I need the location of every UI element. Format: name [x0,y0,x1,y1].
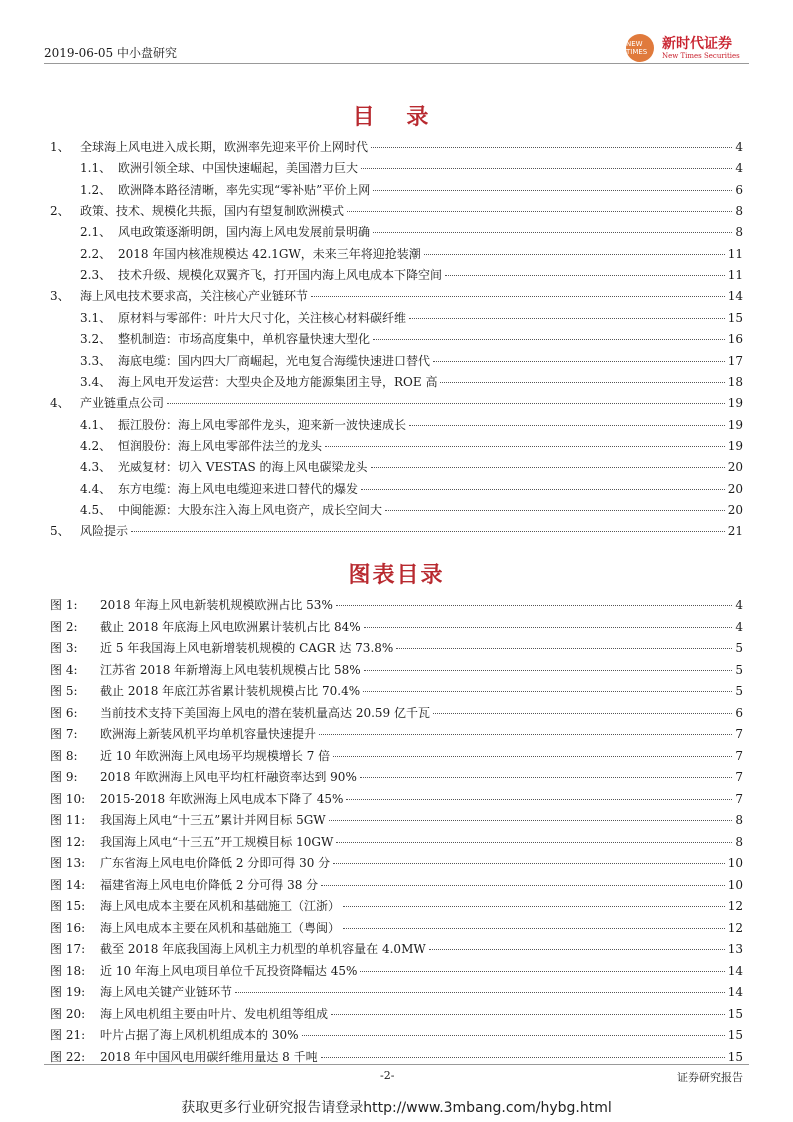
toc-entry-number: 5、 [50,524,70,539]
figure-entry[interactable] [50,833,743,851]
figure-entry-title: 我国海上风电“十三五”累计并网目标 5GW [100,813,326,827]
toc-entry-number: 1.1、 [80,161,112,176]
figure-entry[interactable] [50,768,743,786]
figure-entry-number: 图 4: [50,662,78,677]
figure-entry-number: 图 14: [50,877,86,892]
toc-entry-page: 8 [735,225,743,240]
toc-entry[interactable] [80,245,743,263]
figure-entry-title: 2018 年欧洲海上风电平均杠杆融资率达到 90% [100,770,357,784]
toc-entry-number: 1、 [50,140,70,154]
figure-entry-title: 江苏省 2018 年新增海上风电装机规模占比 58% [100,662,361,677]
toc-entry-title: 原材料与零部件：叶片大尺寸化，关注核心材料碳纤维 [118,310,407,325]
logo-chinese-name: 新时代证券 [662,36,732,52]
figure-entry-title: 我国海上风电“十三五”开工规模目标 10GW [100,834,334,849]
dot-leader [424,254,725,255]
logo-mark-icon: NEW TIMES [626,34,654,62]
dot-leader [363,691,732,692]
toc-entry-page: 20 [727,460,743,475]
figure-entry-title: 2018 年海上风电新装机规模欧洲占比 53% [100,598,333,612]
figure-entry[interactable] [50,639,743,657]
figure-entry-number: 图 10: [50,791,86,806]
figure-entry-title: 近 10 年欧洲海上风电场平均规模增长 7 倍 [100,748,331,763]
toc-entry-title: 产业链重点公司 [80,396,165,411]
dot-leader [361,489,725,490]
figures-title: 图表目录 [348,562,445,588]
footer-ad-link[interactable]: 获取更多行业研究报告请登录http://www.3mbang.com/hybg.html [181,1100,612,1116]
figure-entry[interactable] [50,919,743,937]
figure-entry[interactable] [50,962,743,980]
figure-entry-page: 7 [735,727,743,741]
figure-entry-title: 欧洲海上新装风机平均单机容量快速提升 [100,727,317,741]
figure-entry-title: 2018 年中国风电用碳纤维用量达 8 千吨 [100,1049,318,1064]
figure-entry-title: 截止 2018 年底海上风电欧洲累计装机占比 84% [100,619,361,634]
figure-entry-page: 14 [727,985,743,999]
figure-entry-title: 截至 2018 年底我国海上风机主力机型的单机容量在 4.0MW [100,942,426,956]
figure-entry-page: 15 [727,1049,743,1064]
figure-entry-page: 7 [735,748,743,763]
dot-leader [347,211,732,212]
dot-leader [361,168,732,169]
dot-leader [385,510,725,511]
figure-entry-page: 14 [727,963,743,978]
toc-entry-page: 4 [735,140,743,154]
dot-leader [364,627,733,628]
figure-entry-page: 7 [735,791,743,806]
toc-entry-page: 19 [727,438,743,453]
page-number: -2- [380,1069,395,1082]
figure-entry-number: 图 12: [50,834,86,849]
toc-entry[interactable] [80,223,743,241]
figure-entry-number: 图 8: [50,748,78,763]
toc-entry[interactable] [80,480,743,498]
dot-leader [336,605,733,606]
toc-entry-title: 欧洲引领全球、中国快速崛起，美国潜力巨大 [118,161,359,176]
toc-entry-title: 欧洲降本路径清晰，率先实现“零补贴”平价上网 [118,182,371,197]
toc-entry[interactable] [50,202,743,220]
toc-entry[interactable] [80,458,743,476]
figure-entry[interactable] [50,618,743,636]
figure-entry-page: 6 [735,705,743,720]
dot-leader [329,820,733,821]
dot-leader [333,863,725,864]
toc-entry-number: 1.2、 [80,182,112,197]
toc-entry-number: 2.3、 [80,268,112,283]
dot-leader [131,531,725,532]
figure-entry-number: 图 5: [50,684,78,698]
footer-divider [44,1064,749,1065]
toc-entry-title: 东方电缆：海上风电电缆迎来进口替代的爆发 [118,481,359,496]
figure-entry-page: 5 [735,641,743,655]
figure-entry[interactable] [50,876,743,894]
figure-entry[interactable] [50,1005,743,1023]
dot-leader [311,296,725,297]
toc-entry-title: 政策、技术、规模化共振，国内有望复制欧洲模式 [80,204,345,219]
toc-entry-page: 19 [727,417,743,432]
toc-entry-number: 4.4、 [80,481,112,496]
figure-entry-page: 15 [727,1028,743,1042]
toc-entry-title: 风险提示 [80,524,129,539]
toc-entry-number: 4、 [50,396,70,411]
figure-entry-title: 近 5 年我国海上风电新增装机规模的 CAGR 达 73.8% [100,641,394,655]
dot-leader [343,906,725,907]
dot-leader [373,190,732,191]
figure-entry[interactable] [50,940,743,958]
dot-leader [396,648,732,649]
dot-leader [235,992,725,993]
figure-entry-number: 图 7: [50,727,78,741]
figure-entry-title: 广东省海上风电电价降低 2 分即可得 30 分 [100,856,331,870]
figure-entry-number: 图 16: [50,920,86,935]
toc-entry-number: 3.3、 [80,353,112,368]
figure-entry-number: 图 3: [50,641,78,655]
figure-entry-page: 15 [727,1006,743,1021]
figure-entry-title: 2015-2018 年欧洲海上风电成本下降了 45% [100,791,344,806]
figure-entry-number: 图 9: [50,770,78,784]
dot-leader [371,467,725,468]
figure-entry-page: 4 [735,598,743,612]
dot-leader [321,1057,725,1058]
figure-entry-number: 图 19: [50,985,86,999]
figure-entry-title: 海上风电机组主要由叶片、发电机组等组成 [100,1006,329,1021]
dot-leader [373,232,732,233]
dot-leader [167,403,725,404]
toc-entry-page: 6 [735,182,743,197]
figure-entry-page: 12 [727,920,743,935]
toc-entry-page: 20 [727,502,743,517]
figure-entry-page: 12 [727,899,743,913]
toc-entry-number: 4.1、 [80,417,112,432]
toc-entry[interactable] [80,416,743,434]
toc-entry-title: 技术升级、规模化双翼齐飞，打开国内海上风电成本下降空间 [118,268,443,283]
figure-entry-title: 截止 2018 年底江苏省累计装机规模占比 70.4% [100,684,361,698]
figure-entry-page: 8 [735,813,743,827]
figure-entry[interactable] [50,983,743,1001]
figure-entry-number: 图 21: [50,1028,86,1042]
dot-leader [433,713,732,714]
toc-entry[interactable] [80,159,743,177]
dot-leader [319,734,732,735]
figure-entry-number: 图 6: [50,705,78,720]
toc-entry-title: 2018 年国内核准规模达 42.1GW，未来三年将迎抢装潮 [118,246,421,261]
dot-leader [302,1035,725,1036]
toc-entry-title: 海上风电开发运营：大型央企及地方能源集团主导，ROE 高 [118,374,438,389]
figure-entry[interactable] [50,747,743,765]
logo-english-name: New Times Securities [662,52,740,60]
toc-entry-number: 3.1、 [80,310,112,325]
toc-entry-page: 19 [727,396,743,411]
toc-entry-number: 2、 [50,204,70,219]
figure-entry-number: 图 1: [50,598,78,612]
footer-report-label: 证券研究报告 [677,1071,743,1084]
toc-entry-title: 光威复材：切入 VESTAS 的海上风电碳梁龙头 [118,460,368,475]
figure-entry-number: 图 11: [50,813,86,827]
figure-entry-page: 8 [735,834,743,849]
figure-entry-number: 图 13: [50,856,86,870]
toc-entry-number: 4.5、 [80,502,112,517]
figure-entry-title: 福建省海上风电电价降低 2 分可得 38 分 [100,877,319,892]
figure-entry[interactable] [50,811,743,829]
toc-entry[interactable] [50,138,743,156]
toc-entry[interactable] [80,373,743,391]
figure-entry-page: 4 [735,619,743,634]
toc-entry[interactable] [80,501,743,519]
dot-leader [333,756,732,757]
figure-entry-number: 图 15: [50,899,86,913]
dot-leader [433,361,725,362]
toc-entry-title: 中闽能源：大股东注入海上风电资产，成长空间大 [118,502,383,517]
toc-entry-title: 整机制造：市场高度集中，单机容量快速大型化 [118,332,371,347]
dot-leader [440,382,724,383]
figure-entry[interactable] [50,854,743,872]
toc-title: 目 录 [352,104,441,130]
dot-leader [360,971,724,972]
toc-entry[interactable] [80,330,743,348]
toc-entry-page: 11 [727,246,743,261]
toc-entry-number: 4.3、 [80,460,112,475]
figure-entry[interactable] [50,661,743,679]
toc-entry-title: 海上风电技术要求高，关注核心产业链环节 [80,289,309,304]
figure-entry[interactable] [50,725,743,743]
header-divider [44,63,749,64]
toc-entry-number: 2.2、 [80,246,112,261]
dot-leader [371,147,732,148]
figure-entry[interactable] [50,682,743,700]
toc-entry[interactable] [80,352,743,370]
figure-entry[interactable] [50,897,743,915]
dot-leader [331,1014,725,1015]
toc-entry-title: 风电政策逐渐明朗，国内海上风电发展前景明确 [118,225,371,240]
figure-entry-page: 7 [735,770,743,784]
toc-entry[interactable] [80,266,743,284]
toc-entry[interactable] [50,394,743,412]
toc-entry-page: 21 [727,524,743,539]
figure-entry-number: 图 22: [50,1049,86,1064]
toc-entry-page: 20 [727,481,743,496]
toc-entry-title: 恒润股份：海上风电零部件法兰的龙头 [118,438,323,453]
figure-entry-number: 图 2: [50,619,78,634]
figure-entry-number: 图 20: [50,1006,86,1021]
toc-entry-title: 全球海上风电进入成长期，欧洲率先迎来平价上网时代 [80,140,369,154]
figure-entry[interactable] [50,596,743,614]
toc-entry-page: 8 [735,204,743,219]
figure-entry-title: 海上风电成本主要在风机和基础施工（粤闽） [100,920,341,935]
toc-entry[interactable] [50,522,743,540]
figure-entry[interactable] [50,790,743,808]
toc-entry-page: 18 [727,374,743,389]
figure-entry-title: 海上风电关键产业链环节 [100,985,233,999]
toc-entry-number: 3.4、 [80,374,112,389]
toc-entry-page: 17 [727,353,743,368]
figure-entry[interactable] [50,704,743,722]
toc-entry-page: 4 [735,161,743,176]
dot-leader [360,777,733,778]
figure-entry-number: 图 18: [50,963,86,978]
toc-entry-number: 3、 [50,289,70,304]
toc-entry[interactable] [80,437,743,455]
figure-entry-title: 海上风电成本主要在风机和基础施工（江浙） [100,899,341,913]
figure-entry-page: 13 [727,942,743,956]
toc-entry-title: 振江股份：海上风电零部件龙头，迎来新一波快速成长 [118,417,407,432]
dot-leader [409,318,725,319]
toc-entry-number: 3.2、 [80,332,112,347]
dot-leader [336,842,732,843]
figure-entry-title: 近 10 年海上风电项目单位千瓦投资降幅达 45% [100,963,358,978]
dot-leader [321,885,725,886]
dot-leader [429,949,725,950]
figure-entry-page: 5 [735,684,743,698]
brand-logo [626,32,750,64]
dot-leader [343,928,725,929]
toc-entry-number: 4.2、 [80,438,112,453]
toc-entry[interactable] [80,181,743,199]
toc-entry-page: 14 [727,289,743,304]
figure-entry-page: 5 [735,662,743,677]
header-date-section: 2019-06-05 中小盘研究 [44,46,178,60]
figure-entry-title: 当前技术支持下美国海上风电的潜在装机量高达 20.59 亿千瓦 [100,705,430,720]
dot-leader [409,425,725,426]
toc-entry-number: 2.1、 [80,225,112,240]
toc-entry[interactable] [50,287,743,305]
figure-entry[interactable] [50,1048,743,1066]
toc-entry-title: 海底电缆：国内四大厂商崛起，光电复合海缆快速进口替代 [118,353,431,368]
figure-entry-title: 叶片占据了海上风机机组成本的 30% [100,1028,299,1042]
dot-leader [364,670,733,671]
dot-leader [373,339,725,340]
figure-entry-number: 图 17: [50,942,86,956]
figure-entry[interactable] [50,1026,743,1044]
toc-entry-page: 16 [727,332,743,347]
figure-entry-page: 10 [727,877,743,892]
dot-leader [325,446,725,447]
toc-entry[interactable] [80,309,743,327]
dot-leader [445,275,725,276]
toc-entry-page: 11 [727,268,743,283]
figure-entry-page: 10 [727,856,743,870]
toc-entry-page: 15 [727,310,743,325]
dot-leader [346,799,732,800]
